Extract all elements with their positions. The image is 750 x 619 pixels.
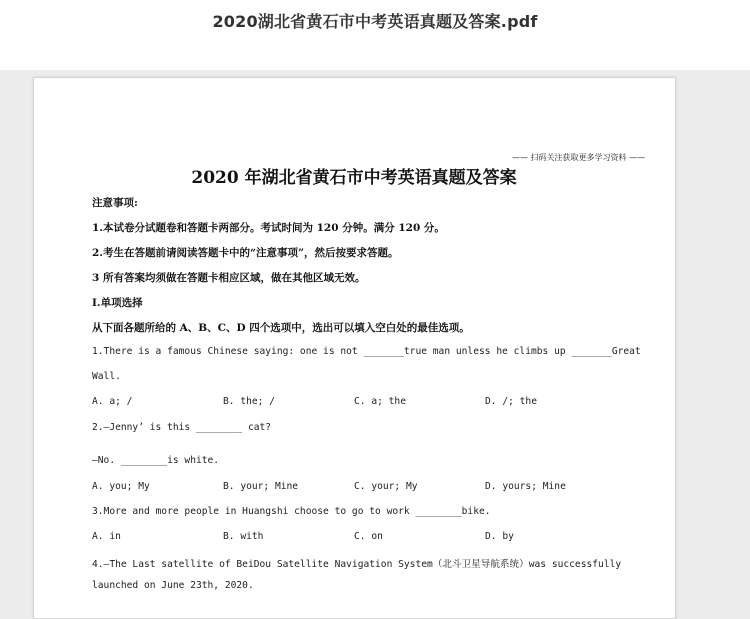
note-2: 2.考生在答题前请阅读答题卡中的“注意事项”，然后按要求答题。 xyxy=(92,247,399,259)
question-3-option-c: C. on xyxy=(354,531,383,542)
document-title: 2020 年湖北省黄石市中考英语真题及答案 xyxy=(191,168,517,188)
question-4-line-2: launched on June 23th, 2020. xyxy=(92,580,254,591)
question-1-option-a: A. a; / xyxy=(92,396,133,407)
question-3-option-a: A. in xyxy=(92,531,121,542)
question-2-option-d: D. yours; Mine xyxy=(485,481,566,492)
question-2-line-1: 2.—Jenny’ is this ________ cat? xyxy=(92,422,272,433)
section-instruction: 从下面各题所给的 A、B、C、D 四个选项中，选出可以填入空白处的最佳选项。 xyxy=(92,322,470,334)
question-2-option-c: C. your; My xyxy=(354,481,418,492)
file-title: 2020湖北省黄石市中考英语真题及答案.pdf xyxy=(212,12,538,31)
note-1: 1.本试卷分试题卷和答题卡两部分。考试时间为 120 分钟。满分 120 分。 xyxy=(92,222,445,234)
note-3: 3 所有答案均须做在答题卡相应区域，做在其他区域无效。 xyxy=(92,272,366,284)
document-page xyxy=(33,77,676,619)
question-1-line-2: Wall. xyxy=(92,371,121,382)
question-2-option-b: B. your; Mine xyxy=(223,481,299,492)
notes-heading: 注意事项: xyxy=(92,197,138,209)
question-2-line-2: —No. ________is white. xyxy=(92,455,220,466)
section-title: I.单项选择 xyxy=(92,297,143,309)
question-3-line-1: 3.More and more people in Huangshi choose to go to work ________bike. xyxy=(92,506,491,517)
scan-qr-note: —— 扫码关注获取更多学习资料 —— xyxy=(512,153,646,162)
question-3-option-d: D. by xyxy=(485,531,514,542)
question-1-option-d: D. /; the xyxy=(485,396,537,407)
question-1-option-c: C. a; the xyxy=(354,396,406,407)
question-2-option-a: A. you; My xyxy=(92,481,150,492)
question-3-option-b: B. with xyxy=(223,531,264,542)
viewer-header xyxy=(0,0,750,70)
question-1-line-1: 1.There is a famous Chinese saying: one is not _______true man unless he climbs up _______Great xyxy=(92,346,641,357)
question-4-line-1: 4.—The Last satellite of BeiDou Satellite Navigation System（北斗卫星导航系统）was successfully xyxy=(92,559,622,570)
question-1-option-b: B. the; / xyxy=(223,396,275,407)
